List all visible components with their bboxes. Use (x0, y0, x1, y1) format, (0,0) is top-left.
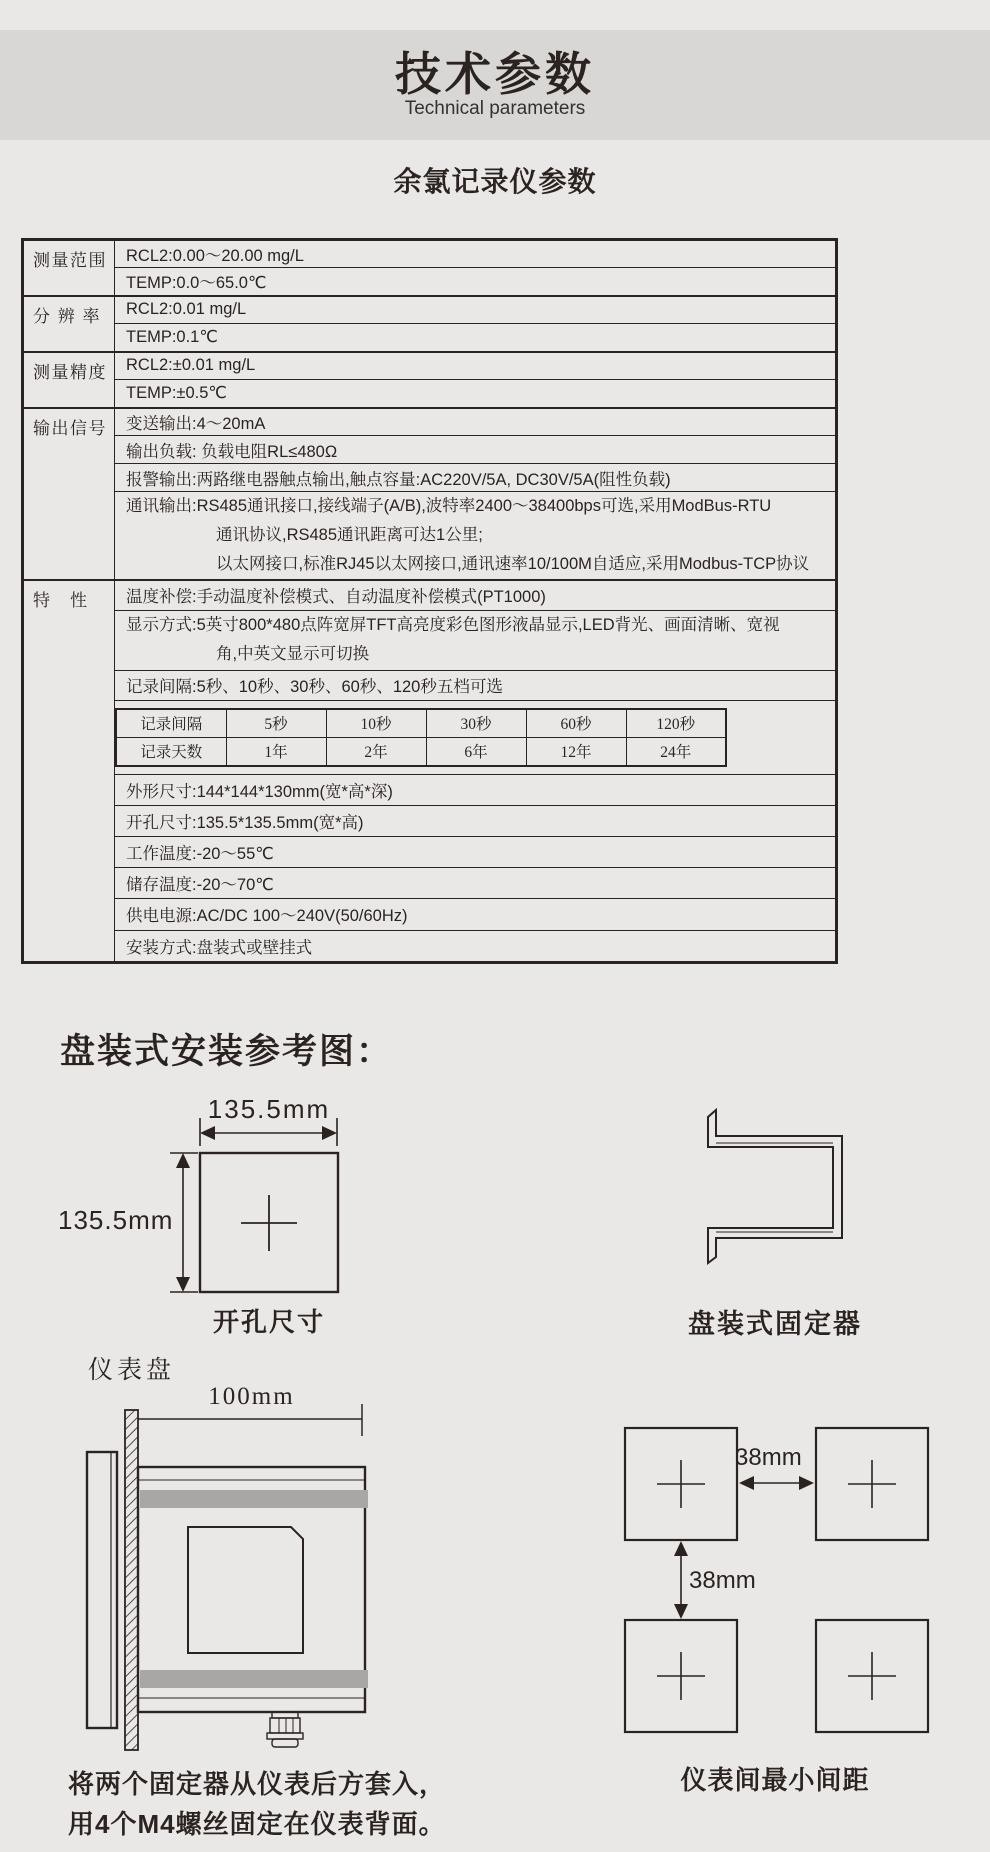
page-title: 技术参数 (395, 48, 595, 100)
row-header-range: 测量范围 (23, 240, 115, 296)
comm-line: 以太网接口,标准RJ45以太网接口,通讯速率10/100M自适应,采用Modbus-TCP协议 (216, 555, 810, 573)
spec-cell: 报警输出:两路继电器触点输出,触点容量:AC220V/5A, DC30V/5A(阻性负载) (115, 464, 837, 492)
rec-cell: 24年 (626, 737, 726, 766)
row-header-accuracy: 测量精度 (23, 352, 115, 408)
rec-cell: 6年 (426, 737, 526, 766)
mounting-diagrams (0, 1090, 990, 1780)
spec-cell: 开孔尺寸:135.5*135.5mm(宽*高) (115, 805, 837, 836)
cutout-height-dimension: 135.5mm (58, 1205, 174, 1235)
panel-label: 仪表盘 (88, 1357, 176, 1384)
spec-cell: TEMP:0.0～65.0℃ (115, 268, 837, 296)
rec-cell: 2年 (326, 737, 426, 766)
rec-cell: 5秒 (226, 709, 326, 738)
mounting-note (68, 1764, 446, 1844)
spec-cell-comm (115, 492, 837, 581)
spec-table (21, 238, 838, 964)
spec-cell-display (115, 610, 837, 670)
comm-line: 通讯输出:RS485通讯接口,接线端子(A/B),波特率2400～38400bps可选,采用ModBus-RTU (126, 497, 772, 515)
cutout-width-dimension: 135.5mm (207, 1094, 331, 1124)
spec-cell: 输出负载: 负载电阻RL≤480Ω (115, 436, 837, 464)
page-subtitle: Technical parameters (404, 98, 586, 119)
row-header-output: 输出信号 (23, 408, 115, 581)
spacing-diagram (625, 1428, 928, 1732)
spec-cell: 记录间隔:5秒、10秒、30秒、60秒、120秒五档可选 (115, 670, 837, 700)
comm-line: 通讯协议,RS485通讯距离可达1公里; (216, 526, 483, 544)
rec-cell: 120秒 (626, 709, 726, 738)
record-interval-cell (115, 700, 837, 774)
spec-cell: RCL2:0.00～20.00 mg/L (115, 240, 837, 268)
rec-cell: 10秒 (326, 709, 426, 738)
depth-dimension: 100mm (208, 1383, 295, 1410)
rec-cell: 记录天数 (116, 737, 226, 766)
mounting-note-line2: 用4个M4螺丝固定在仪表背面。 (68, 1809, 446, 1839)
bracket-diagram (708, 1110, 842, 1263)
spec-cell: TEMP:±0.5℃ (115, 380, 837, 408)
spacing-vertical-dimension: 38mm (689, 1567, 756, 1594)
cutout-caption: 开孔尺寸 (212, 1307, 325, 1337)
display-line: 显示方式:5英寸800*480点阵宽屏TFT高亮度彩色图形液晶显示,LED背光、画面清晰、宽视 (126, 616, 780, 634)
rec-cell: 60秒 (526, 709, 626, 738)
rec-cell: 1年 (226, 737, 326, 766)
bracket-caption: 盘装式固定器 (688, 1309, 862, 1339)
spec-cell: 变送输出:4～20mA (115, 408, 837, 436)
rec-cell: 12年 (526, 737, 626, 766)
spacing-horizontal-dimension: 38mm (735, 1444, 802, 1471)
rec-cell: 30秒 (426, 709, 526, 738)
row-header-resolution: 分 辨 率 (23, 296, 115, 352)
record-interval-table (115, 708, 727, 767)
spec-cell: RCL2:±0.01 mg/L (115, 352, 837, 380)
spec-cell: 外形尺寸:144*144*130mm(宽*高*深) (115, 774, 837, 805)
spec-cell: 储存温度:-20～70℃ (115, 867, 837, 898)
display-line: 角,中英文显示可切换 (216, 645, 370, 663)
spacing-caption: 仪表间最小间距 (680, 1765, 870, 1795)
section-title: 余氯记录仪参数 (393, 166, 597, 197)
spec-cell: 温度补偿:手动温度补偿模式、自动温度补偿模式(PT1000) (115, 580, 837, 610)
mount-section-title: 盘装式安装参考图： (60, 1032, 394, 1071)
panel-side-view (87, 1404, 368, 1750)
spec-cell: 供电电源:AC/DC 100～240V(50/60Hz) (115, 898, 837, 930)
row-header-features: 特 性 (23, 580, 115, 962)
cutout-diagram (170, 1118, 338, 1292)
rec-cell: 记录间隔 (116, 709, 226, 738)
cable-gland (267, 1712, 303, 1747)
header-band (0, 30, 990, 140)
spec-cell: TEMP:0.1℃ (115, 324, 837, 352)
spec-cell: 工作温度:-20～55℃ (115, 836, 837, 867)
spec-cell: 安装方式:盘装式或壁挂式 (115, 930, 837, 962)
mounting-note-line1: 将两个固定器从仪表后方套入， (68, 1769, 447, 1799)
spec-cell: RCL2:0.01 mg/L (115, 296, 837, 324)
